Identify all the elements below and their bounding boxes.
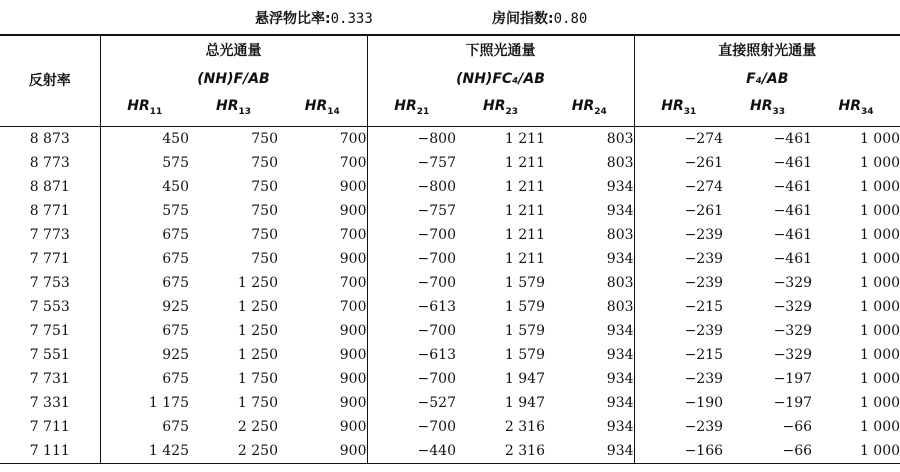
col-header-base: HR — [394, 98, 417, 114]
value-cell-hr21: −613 — [417, 298, 456, 315]
value-cell-hr34: 1 000 — [859, 226, 900, 243]
value-cell-hr23: 1 579 — [504, 298, 545, 315]
reflectance-cell: 7 553 — [0, 295, 100, 319]
col-header-hr31 — [634, 92, 723, 126]
room-index — [492, 8, 587, 28]
value-cell-hr14: 700 — [278, 151, 367, 175]
col-header-base: HR — [127, 98, 150, 114]
value-cell-hr24: 934 — [545, 175, 634, 199]
value-cell-hr31: −261 — [684, 154, 724, 171]
value-cell-hr34: 1 000 — [859, 418, 900, 435]
suspended-ratio-value: 0.333 — [330, 11, 373, 27]
table-row — [0, 319, 900, 343]
value-cell-hr14: 900 — [278, 175, 367, 199]
value-cell-hr21: −700 — [417, 274, 456, 291]
value-cell-hr31: −239 — [684, 370, 724, 387]
col-header-base: HR — [482, 98, 506, 114]
value-cell-hr21: −800 — [417, 178, 456, 195]
col-header-base: HR — [215, 98, 239, 114]
reflectance-flux-table — [0, 34, 900, 464]
value-cell-hr34: 1 000 — [859, 346, 900, 363]
value-cell-hr33: −329 — [773, 322, 813, 339]
col-header-subscript: 24 — [594, 106, 607, 117]
value-cell-hr33: −66 — [782, 442, 813, 459]
value-cell-hr23: 2 316 — [504, 442, 545, 459]
value-cell-hr21: −440 — [417, 442, 456, 459]
reflectance-cell: 7 751 — [0, 319, 100, 343]
value-cell-hr31: −190 — [684, 394, 724, 411]
value-cell-hr11: 925 — [162, 298, 189, 315]
value-cell-hr33: −197 — [773, 394, 813, 411]
value-cell-hr14: 700 — [278, 271, 367, 295]
col-header-hr24 — [545, 92, 634, 126]
value-cell-hr24: 803 — [545, 271, 634, 295]
value-cell-hr13: 1 250 — [237, 346, 278, 363]
col-header-base: HR — [750, 98, 773, 114]
col-header-hr23 — [456, 92, 545, 126]
table-caption — [0, 0, 900, 34]
reflectance-cell: 8 773 — [0, 151, 100, 175]
value-cell-hr13: 750 — [251, 178, 278, 195]
col-header-subscript: 34 — [861, 106, 874, 117]
value-cell-hr23: 1 211 — [504, 202, 545, 219]
value-cell-hr33: −461 — [773, 250, 813, 267]
reflectance-cell: 8 871 — [0, 175, 100, 199]
value-cell-hr33: −461 — [773, 178, 813, 195]
value-cell-hr11: 675 — [162, 250, 189, 267]
value-cell-hr23: 1 947 — [504, 394, 545, 411]
value-cell-hr13: 1 250 — [237, 322, 278, 339]
value-cell-hr13: 750 — [251, 154, 278, 171]
value-cell-hr31: −215 — [684, 298, 724, 315]
value-cell-hr31: −239 — [684, 250, 724, 267]
col-header-subscript: 33 — [772, 106, 786, 117]
value-cell-hr13: 1 250 — [237, 274, 278, 291]
value-cell-hr13: 2 250 — [237, 418, 278, 435]
value-cell-hr24: 803 — [545, 295, 634, 319]
value-cell-hr33: −461 — [773, 202, 813, 219]
col-header-hr21 — [367, 92, 456, 126]
value-cell-hr14: 900 — [278, 199, 367, 223]
reflectance-cell: 8 873 — [0, 126, 100, 151]
suspended-ratio — [255, 8, 373, 28]
table-row — [0, 439, 900, 464]
value-cell-hr11: 1 425 — [148, 442, 189, 459]
value-cell-hr11: 675 — [162, 370, 189, 387]
col-header-base: HR — [571, 98, 595, 114]
value-cell-hr21: −700 — [417, 226, 456, 243]
value-cell-hr23: 1 579 — [504, 274, 545, 291]
value-cell-hr11: 925 — [162, 346, 189, 363]
value-cell-hr34: 1 000 — [859, 202, 900, 219]
value-cell-hr14: 900 — [278, 343, 367, 367]
table-row — [0, 343, 900, 367]
value-cell-hr23: 1 211 — [504, 178, 545, 195]
col-header-subscript: 11 — [149, 106, 163, 117]
value-cell-hr33: −66 — [782, 418, 813, 435]
value-cell-hr33: −197 — [773, 370, 813, 387]
value-cell-hr24: 934 — [545, 415, 634, 439]
col-header-subscript: 14 — [327, 106, 340, 117]
value-cell-hr14: 700 — [278, 126, 367, 151]
value-cell-hr21: −700 — [417, 370, 456, 387]
value-cell-hr13: 750 — [251, 202, 278, 219]
table-row — [0, 199, 900, 223]
value-cell-hr14: 900 — [278, 367, 367, 391]
group-formula-direct-flux: F₄/AB — [746, 71, 789, 87]
value-cell-hr34: 1 000 — [859, 370, 900, 387]
room-index-value: 0.80 — [553, 11, 588, 27]
value-cell-hr11: 450 — [162, 178, 189, 195]
table-head — [0, 35, 900, 126]
col-header-hr11 — [100, 92, 189, 126]
reflectance-cell: 7 773 — [0, 223, 100, 247]
row-header-reflectance: 反射率 — [0, 35, 100, 126]
value-cell-hr14: 900 — [278, 439, 367, 464]
table-row — [0, 247, 900, 271]
value-cell-hr24: 803 — [545, 126, 634, 151]
value-cell-hr24: 934 — [545, 319, 634, 343]
value-cell-hr21: −757 — [417, 202, 456, 219]
table-row — [0, 295, 900, 319]
value-cell-hr21: −700 — [417, 418, 456, 435]
value-cell-hr33: −329 — [773, 346, 813, 363]
value-cell-hr11: 675 — [162, 418, 189, 435]
suspended-ratio-label: 悬浮物比率: — [255, 11, 331, 27]
value-cell-hr14: 900 — [278, 391, 367, 415]
value-cell-hr34: 1 000 — [859, 178, 900, 195]
col-header-subscript: 21 — [416, 106, 430, 117]
value-cell-hr21: −757 — [417, 154, 456, 171]
value-cell-hr24: 934 — [545, 367, 634, 391]
value-cell-hr24: 803 — [545, 223, 634, 247]
table-row — [0, 271, 900, 295]
value-cell-hr34: 1 000 — [859, 298, 900, 315]
col-header-hr34 — [812, 92, 900, 126]
col-header-subscript: 13 — [238, 106, 252, 117]
col-header-hr14 — [278, 92, 367, 126]
table-row — [0, 151, 900, 175]
value-cell-hr23: 1 211 — [504, 130, 545, 147]
value-cell-hr23: 1 211 — [504, 154, 545, 171]
value-cell-hr11: 575 — [162, 154, 189, 171]
value-cell-hr31: −274 — [684, 178, 724, 195]
value-cell-hr33: −461 — [773, 154, 813, 171]
value-cell-hr31: −215 — [684, 346, 724, 363]
col-header-subscript: 23 — [505, 106, 519, 117]
value-cell-hr11: 450 — [162, 130, 189, 147]
table-body — [0, 126, 900, 463]
group-title-direct-flux: 直接照射光通量 — [718, 43, 817, 59]
value-cell-hr13: 2 250 — [237, 442, 278, 459]
value-cell-hr13: 750 — [251, 250, 278, 267]
value-cell-hr11: 1 175 — [148, 394, 189, 411]
value-cell-hr23: 1 211 — [504, 250, 545, 267]
value-cell-hr23: 1 211 — [504, 226, 545, 243]
value-cell-hr11: 675 — [162, 226, 189, 243]
value-cell-hr23: 1 579 — [504, 322, 545, 339]
col-header-base: HR — [838, 98, 862, 114]
value-cell-hr33: −461 — [773, 226, 813, 243]
value-cell-hr23: 2 316 — [504, 418, 545, 435]
value-cell-hr24: 934 — [545, 343, 634, 367]
value-cell-hr31: −274 — [684, 130, 724, 147]
value-cell-hr31: −239 — [684, 274, 724, 291]
table-row — [0, 175, 900, 199]
value-cell-hr34: 1 000 — [859, 394, 900, 411]
reflectance-cell: 7 711 — [0, 415, 100, 439]
value-cell-hr31: −239 — [684, 322, 724, 339]
value-cell-hr33: −329 — [773, 274, 813, 291]
value-cell-hr21: −613 — [417, 346, 456, 363]
table-row — [0, 391, 900, 415]
col-header-base: HR — [304, 98, 328, 114]
value-cell-hr23: 1 947 — [504, 370, 545, 387]
value-cell-hr13: 750 — [251, 226, 278, 243]
value-cell-hr24: 934 — [545, 247, 634, 271]
value-cell-hr14: 900 — [278, 415, 367, 439]
value-cell-hr14: 900 — [278, 247, 367, 271]
value-cell-hr21: −800 — [417, 130, 456, 147]
col-header-base: HR — [661, 98, 684, 114]
value-cell-hr34: 1 000 — [859, 250, 900, 267]
value-cell-hr21: −700 — [417, 322, 456, 339]
reflectance-cell: 7 771 — [0, 247, 100, 271]
value-cell-hr33: −329 — [773, 298, 813, 315]
table-row — [0, 126, 900, 151]
value-cell-hr34: 1 000 — [859, 322, 900, 339]
reflectance-cell: 7 111 — [0, 439, 100, 464]
group-title-downward-flux: 下照光通量 — [367, 35, 634, 66]
reflectance-cell: 7 731 — [0, 367, 100, 391]
value-cell-hr14: 900 — [278, 319, 367, 343]
value-cell-hr34: 1 000 — [859, 130, 900, 147]
table-row — [0, 415, 900, 439]
room-index-label: 房间指数: — [492, 11, 554, 27]
value-cell-hr23: 1 579 — [504, 346, 545, 363]
value-cell-hr13: 750 — [251, 130, 278, 147]
value-cell-hr34: 1 000 — [859, 154, 900, 171]
value-cell-hr14: 700 — [278, 223, 367, 247]
value-cell-hr34: 1 000 — [859, 274, 900, 291]
value-cell-hr13: 1 750 — [237, 370, 278, 387]
value-cell-hr24: 803 — [545, 151, 634, 175]
value-cell-hr21: −527 — [417, 394, 456, 411]
value-cell-hr24: 934 — [545, 439, 634, 464]
col-header-hr13 — [189, 92, 278, 126]
value-cell-hr33: −461 — [773, 130, 813, 147]
value-cell-hr13: 1 250 — [237, 298, 278, 315]
reflectance-cell: 7 331 — [0, 391, 100, 415]
reflectance-cell: 8 771 — [0, 199, 100, 223]
value-cell-hr11: 675 — [162, 322, 189, 339]
value-cell-hr31: −261 — [684, 202, 724, 219]
reflectance-cell: 7 551 — [0, 343, 100, 367]
value-cell-hr31: −166 — [684, 442, 724, 459]
value-cell-hr13: 1 750 — [237, 394, 278, 411]
value-cell-hr24: 934 — [545, 391, 634, 415]
col-header-subscript: 31 — [683, 106, 697, 117]
value-cell-hr31: −239 — [684, 226, 724, 243]
reflectance-cell: 7 753 — [0, 271, 100, 295]
value-cell-hr21: −700 — [417, 250, 456, 267]
value-cell-hr14: 700 — [278, 295, 367, 319]
value-cell-hr24: 934 — [545, 199, 634, 223]
group-formula-total-flux: (NH)F/AB — [100, 66, 367, 92]
value-cell-hr34: 1 000 — [859, 442, 900, 459]
col-header-hr33 — [723, 92, 812, 126]
group-title-total-flux: 总光通量 — [100, 35, 367, 66]
table-row — [0, 367, 900, 391]
value-cell-hr31: −239 — [684, 418, 724, 435]
value-cell-hr11: 675 — [162, 274, 189, 291]
value-cell-hr11: 575 — [162, 202, 189, 219]
table-row — [0, 223, 900, 247]
group-formula-downward-flux: (NH)FC₄/AB — [367, 66, 634, 92]
